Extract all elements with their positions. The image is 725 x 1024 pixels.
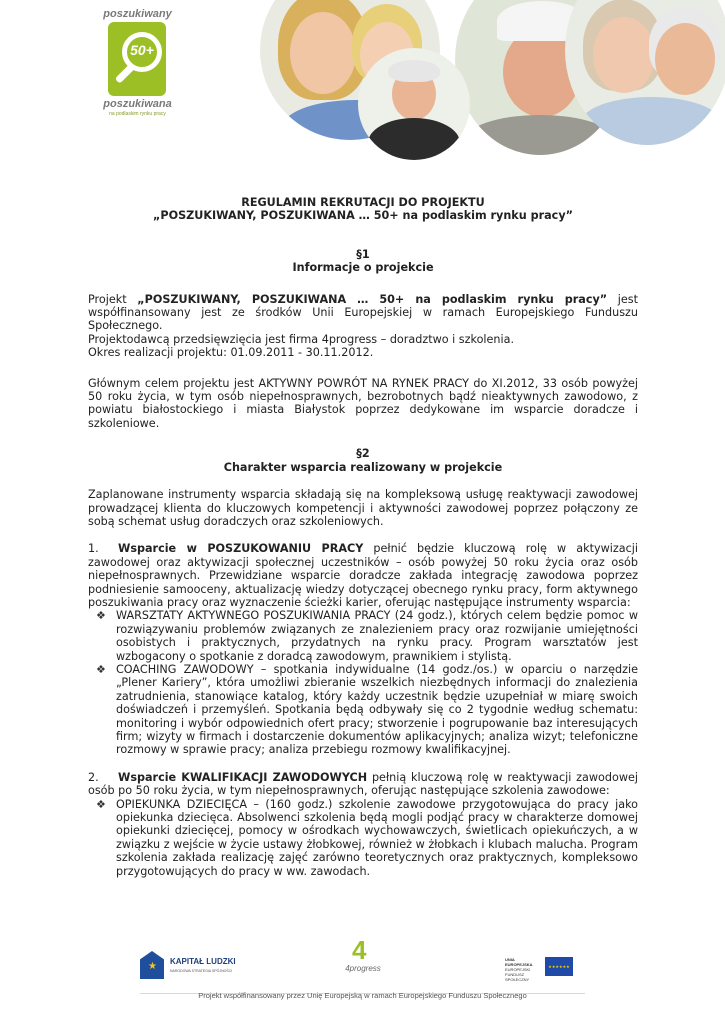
logo-number: 50+ bbox=[130, 42, 154, 58]
kapital-ludzki-name: KAPITAŁ LUDZKI bbox=[170, 957, 236, 966]
star-icon: ★ bbox=[148, 961, 157, 972]
4progress-logo bbox=[338, 937, 388, 977]
logo-top-text: poszukiwany bbox=[103, 8, 172, 20]
item-1-bullet-list bbox=[88, 609, 638, 756]
section-2-item-1 bbox=[88, 542, 638, 609]
bullet-text: COACHING ZAWODOWY – spotkania indywidualne (14 godz./os.) w oparciu o narzędzie „Plener Kariery”, która umożliwi zbieranie wszelkich niezbędnych informacji do znalezienia zatrudnienia, stanowiące katalog, który każdy uczestnik będzie uzupełniał w miarę swoich doświadczeń i przemyśleń. Spotkania będą odbywały się co 2 tygodnie według schematu: monitoring i wybór odpowiednich ofert pracy; stworzenie i pogrupowanie baz interesujących firm; wizyty w firmach i dostarczenie dokumentów aplikacyjnych; analiza wizyt; telefoniczne rozmowy w sprawie pracy; analiza przebiegu rozmowy kwalifikacyjnej. bbox=[116, 662, 638, 757]
diamond-bullet-icon: ❖ bbox=[96, 609, 106, 623]
document-body bbox=[88, 196, 638, 878]
bullet-text: WARSZTATY AKTYWNEGO POSZUKIWANIA PRACY (24 godz.), których celem będzie pomoc w rozwiązywaniu problemów związanych ze znalezieniem pracy oraz rozwijanie umiejętności osobistych i praktycznych, przydatnych na rynku pracy. Program warsztatów jest wzbogacony o spotkanie z doradcą zawodowym, prawnikiem i stylistą. bbox=[116, 609, 638, 663]
item-1-number: 1. bbox=[88, 542, 99, 556]
magnifier-handle bbox=[115, 63, 136, 84]
project-logo bbox=[100, 8, 175, 120]
item-2-text: pełnią kluczową rolę w reaktywacji zawodowej osób po 50 roku życia, w tym niepełnosprawnych, oferując następujące szkolenia zawodowe: bbox=[88, 770, 638, 798]
section-1-paragraph-2: Projektodawcą przedsięwzięcia jest firma 4progress – doradztwo i szkolenia. bbox=[88, 332, 515, 346]
list-item bbox=[88, 609, 638, 663]
item-2-number: 2. bbox=[88, 770, 99, 784]
logo-tagline: na podlaskim rynku pracy bbox=[109, 111, 166, 117]
p1-project-name: „POSZUKIWANY, POSZUKIWANA … 50+ na podlaskim rynku pracy” bbox=[137, 292, 608, 306]
kapital-ludzki-subtitle: NARODOWA STRATEGIA SPÓJNOŚCI bbox=[170, 969, 233, 973]
eu-line-3: FUNDUSZ SPOŁECZNY bbox=[505, 972, 530, 982]
kapital-ludzki-logo bbox=[140, 949, 236, 985]
section-2-title: Charakter wsparcia realizowany w projekcie bbox=[223, 460, 503, 474]
bullet-text: OPIEKUNKA DZIECIĘCA – (160 godz.) szkolenie zawodowe przygotowująca do pracy jako opiekunka dziecięca. Absolwenci szkolenia będą mogli podjąć pracy w charakterze domowej opiekunki dziecięcej, pomocy w ośrodkach wychowawczych, świetlicach opiekuńczych, a w związku z wejście w życie ustawy żłobkowej, również w żłobkach i klubach malucha. Program szkolenia zakłada realizację zajęć zarówno teoretycznych oraz praktycznych, kompleksowo przygotowujących do pracy w ww. zawodach. bbox=[116, 797, 638, 878]
footer-text: Projekt współfinansowany przez Unię Europejską w ramach Europejskiego Funduszu Społecznego bbox=[198, 991, 527, 1000]
section-1-paragraph-1 bbox=[88, 293, 638, 333]
4progress-name: 4progress bbox=[345, 964, 381, 973]
page-header bbox=[0, 0, 725, 160]
list-item bbox=[88, 798, 638, 878]
section-1-paragraph-3: Okres realizacji projektu: 01.09.2011 - 30.11.2012. bbox=[88, 346, 374, 360]
diamond-bullet-icon: ❖ bbox=[96, 797, 106, 811]
photo-senior-man bbox=[358, 48, 470, 160]
eu-line-2: EUROPEJSKI bbox=[505, 967, 531, 972]
section-1-number: §1 bbox=[356, 247, 370, 261]
section-2-number: §2 bbox=[356, 447, 370, 461]
list-item bbox=[88, 663, 638, 757]
section-1-title: Informacje o projekcie bbox=[292, 261, 434, 275]
section-1-paragraph-4: Głównym celem projektu jest AKTYWNY POWRÓT NA RYNEK PRACY do XI.2012, 33 osób powyżej 50 roku życia, w tym osób niepełnosprawnych, bezrobotnych bądź nieaktywnych zawodowo, z powiatu białostockiego i miasta Białystok poprzez dedykowane im wsparcie doradcze i szkoleniowe. bbox=[88, 376, 638, 430]
photo-senior-couple bbox=[565, 0, 725, 145]
header-photo-collage bbox=[250, 0, 725, 160]
eu-logo bbox=[505, 955, 575, 982]
eu-text bbox=[505, 957, 543, 982]
section-2-intro: Zaplanowane instrumenty wsparcia składają się na kompleksową usługę reaktywacji zawodowej prowadzącej klienta do kluczowych kompetencji i aktywności zawodowej poprzez połączony ze sobą schemat usług doradczych oraz szkoleniowych. bbox=[88, 488, 638, 528]
item-1-text: pełnić będzie kluczową rolę w aktywizacji zawodowej oraz aktywizacji społecznej uczestników – osób powyżej 50 roku życia oraz osób niepełnosprawnych. Przewidziane wsparcie doradcze zakłada integrację zawodowa poprzez podniesienie samooceny, aktualizację wiedzy dotyczącej obecnego rynku pracy, form aktywnego poszukiwania pracy oraz wyznaczenie ścieżki karier, oferując następujące instrumenty wsparcia: bbox=[88, 542, 638, 609]
section-2-item-2 bbox=[88, 771, 638, 798]
logo-bottom-text: poszukiwana bbox=[103, 98, 172, 110]
document-title: REGULAMIN REKRUTACJI DO PROJEKTU bbox=[241, 196, 485, 209]
eu-line-1: UNIA EUROPEJSKA bbox=[505, 957, 533, 967]
item-2-heading: Wsparcie KWALIFIKACJI ZAWODOWYCH bbox=[118, 770, 368, 784]
logo-green-box bbox=[108, 22, 166, 96]
document-subtitle: „POSZUKIWANY, POSZUKIWANA … 50+ na podlaskim rynku pracy” bbox=[153, 209, 573, 223]
page-footer bbox=[0, 935, 725, 1024]
p1-prefix: Projekt bbox=[88, 292, 138, 306]
diamond-bullet-icon: ❖ bbox=[96, 662, 106, 676]
4progress-mark: 4 bbox=[352, 935, 367, 965]
item-1-heading: Wsparcie w POSZUKOWANIU PRACY bbox=[118, 542, 364, 556]
item-2-bullet-list bbox=[88, 798, 638, 878]
p1-suffix: jest współfinansowany jest ze środków Unii Europejskiej w ramach Europejskiego Funduszu Społecznego. bbox=[88, 292, 638, 333]
eu-flag-icon: ★★★★★★ bbox=[545, 957, 573, 976]
